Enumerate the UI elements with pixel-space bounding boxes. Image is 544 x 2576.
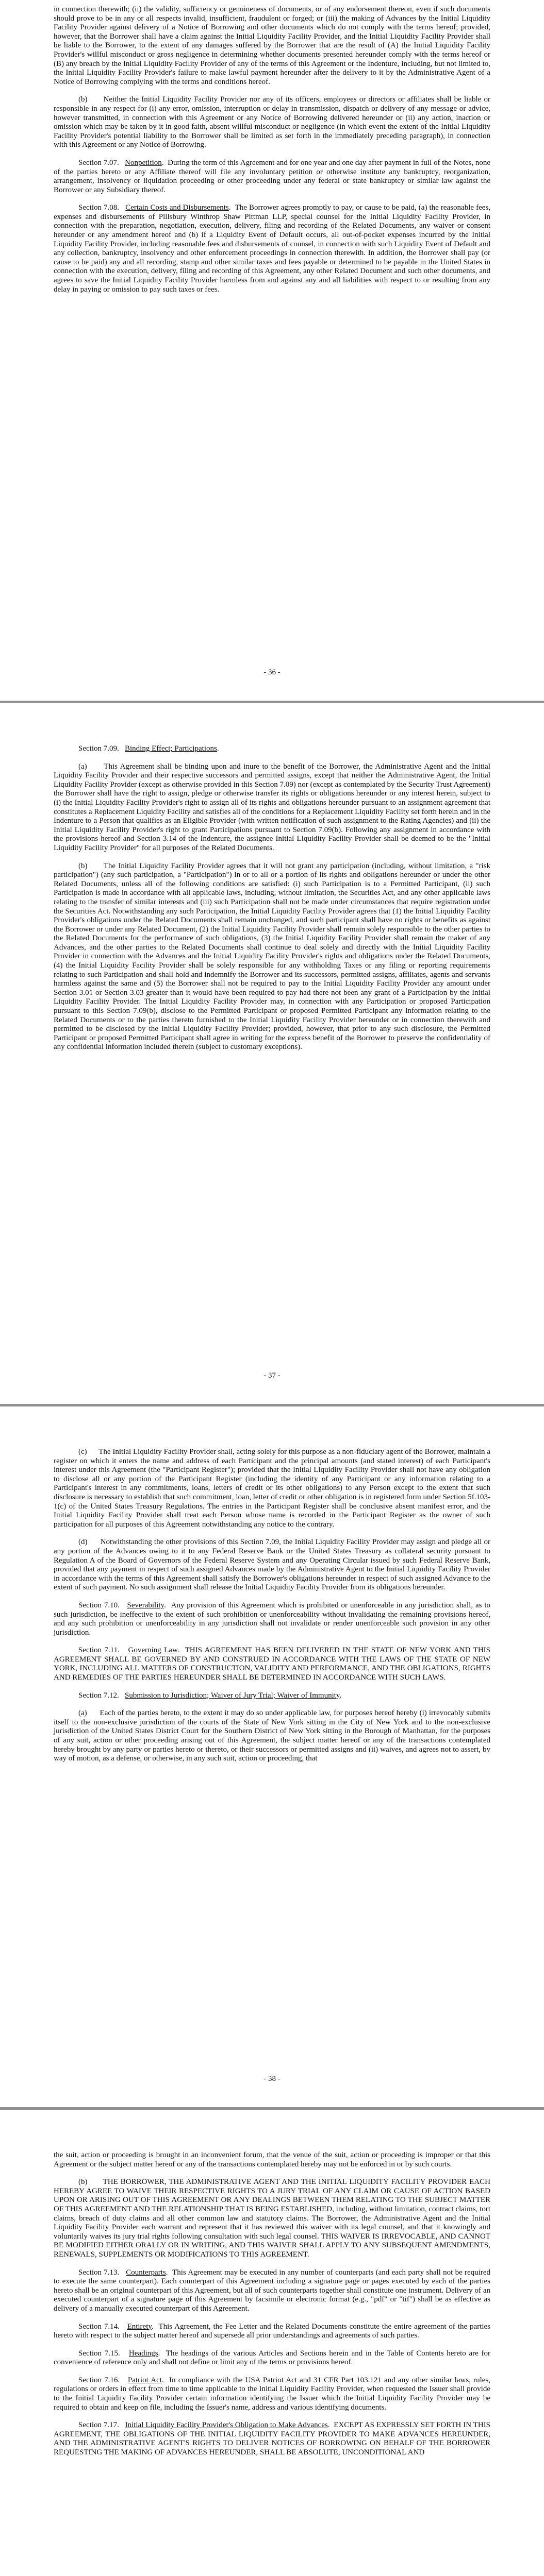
section-text: This Agreement, the Fee Letter and the Related Documents constitute the entire agreement of the parties hereto with respect to the subject matter hereof and supersede all prior understandings and agreements of such parties. bbox=[54, 2322, 490, 2340]
section-text: The Borrower agrees promptly to pay, or cause to be paid, (a) the reasonable fees, expenses and disbursements of Pillsbury Winthrop Shaw Pittman LLP, special counsel for the Initial Liquidity Facility Provider, in connection with the preparation, negotiation, execution, delivery, filing and recording of the Related Documents, any waiver or consent hereunder or any amendment hereof and (b) if a Liquidity Event of Default occurs, all out-of-pocket expenses incurred by the Initial Liquidity Facility Provider, including reasonable fees and disbursements of counsel, in connection with such Liquidity Event of Default and any collection, bankruptcy, insolvency and other enforcement proceedings in connection therewith. In addition, the Borrower shall pay (or cause to be paid) any and all recording, stamp and other similar taxes and fees payable or determined to be payable in the United States in connection with the execution, delivery, filing and recording of this Agreement, any other Related Document and such other documents, and agrees to save the Initial Liquidity Facility Provider harmless from and against any and all liabilities with respect to or resulting from any delay in paying or omission to pay such taxes or fees. bbox=[54, 204, 490, 294]
section-text: THIS AGREEMENT HAS BEEN DELIVERED IN THE STATE OF NEW YORK AND THIS AGREEMENT SHALL BE GOVERNED BY AND CONSTRUED IN ACCORDANCE WITH THE LAWS OF THE STATE OF NEW YORK, INCLUDING ALL MATTERS OF CONSTRUCTION, VALIDITY AND PERFORMANCE, AND THE OBLIGATIONS, RIGHTS AND REMEDIES OF THE PARTIES HEREUNDER SHALL BE DETERMINED IN ACCORDANCE WITH SUCH LAWS. bbox=[54, 1646, 491, 1682]
paragraph-lead: (b) bbox=[78, 2178, 88, 2187]
section-text: The headings of the various Articles and Sections herein and in the Table of Contents hereto are for convenience of reference only and shall not define or limit any of the terms or provisions hereof. bbox=[54, 2349, 491, 2367]
paragraph-text: This Agreement shall be binding upon and inure to the benefit of the Borrower, the Administrative Agent and the Initial Liquidity Facility Provider and their respective successors and permitted assigns, except that neither the Administrative Agent, the Initial Liquidity Facility Provider (except as otherwise provided in this Section 7.09) nor (except as contemplated by the Security Trust Agreement) the Borrower shall have the right to assign, pledge or otherwise transfer its rights or obligations hereunder or any interest herein, subject to (i) the Initial Liquidity Facility Provider's right to assign all of its rights and obligations hereunder pursuant to an assignment agreement that constitutes a Replacement Liquidity Facility and satisfies all of the conditions for a Replacement Liquidity Facility set forth herein and in the Indenture to a Person that qualifies as an Eligible Provider (with written notification of such assignment to the Rating Agencies) and (ii) the Initial Liquidity Facility Provider's right to grant Participations pursuant to Section 7.09(b). Following any assignment in accordance with the provisions hereof and Section 3.14 of the Indenture, the assignee Initial Liquidity Facility Provider shall be deemed to be the "Initial Liquidity Facility Provider" for all purposes of the Related Documents. bbox=[54, 762, 490, 852]
section-text: EXCEPT AS EXPRESSLY SET FORTH IN THIS AGREEMENT, THE OBLIGATIONS OF THE INITIAL LIQUIDITY FACILITY PROVIDER TO MAKE ADVANCES HEREUNDER, AND THE ADMINISTRATIVE AGENT'S RIGHTS TO DELIVER NOTICES OF BORROWING ON BEHALF OF THE BORROWER REQUESTING THE MAKING OF ADVANCES HEREUNDER, SHALL BE ABSOLUTE, UNCONDITIONAL AND bbox=[54, 2421, 491, 2457]
section-7-08: Section 7.08. Certain Costs and Disbursements. The Borrower agrees promptly to pay, or cause to be paid, (a) the reasonable fees, expenses and disbursements of Pillsbury Winthrop Shaw Pittman LLP, special counsel for the Initial Liquidity Facility Provider, in connection with the preparation, negotiation, execution, delivery, filing and recording of the Related Documents, any waiver or consent hereunder or any amendment hereof and (b) if a Liquidity Event of Default occurs, all out-of-pocket expenses incurred by the Initial Liquidity Facility Provider, including reasonable fees and disbursements of counsel, in connection with such Liquidity Event of Default and any collection, bankruptcy, insolvency and other enforcement proceedings in connection therewith. In addition, the Borrower shall pay (or cause to be paid) any and all recording, stamp and other similar taxes and fees payable or determined to be payable in the United States in connection with the execution, delivery, filing and recording of this Agreement, any other Related Document and such other documents, and agrees to save the Initial Liquidity Facility Provider harmless from and against any and all liabilities with respect to or resulting from any delay in paying or omission to pay such taxes or fees. bbox=[54, 204, 490, 294]
paragraph-c bbox=[54, 1448, 490, 1529]
section-7-14: Section 7.14. Entirety. This Agreement, the Fee Letter and the Related Documents constitute the entire agreement of the parties hereto with respect to the subject matter hereof and supersede all prior understandings and agreements of such parties. bbox=[54, 2322, 490, 2340]
page-number: - 37 - bbox=[263, 1371, 281, 1380]
section-heading: Initial Liquidity Facility Provider's Obligation to Make Advances bbox=[125, 2421, 328, 2430]
section-heading: Patriot Act bbox=[127, 2376, 162, 2384]
page-number: - 38 - bbox=[263, 2075, 281, 2083]
paragraph-lead: (a) bbox=[78, 1709, 87, 1718]
paragraph-text: The Initial Liquidity Facility Provider shall, acting solely for this purpose as a non-fiduciary agent of the Borrower, maintain a register on which it enters the name and address of each Participant and the principal amounts (and stated interest) of each Participant's interest under this Agreement (the "Participant Register"); provided that the Initial Liquidity Facility Provider shall not have any obligation to disclose all or any portion of the Participant Register (including the identity of any Participant or any information relating to a Participant's interest in any commitments, loans, letters of credit or its other obligations) to any Person except to the extent that such disclosure is necessary to establish that such commitment, loan, letter of credit or other obligation is in registered form under Section 5f.103-1(c) of the United States Treasury Regulations. The entries in the Participant Register shall be conclusive absent manifest error, and the Initial Liquidity Facility Provider shall treat each Person whose name is recorded in the Participant Register as the owner of such participation for all purposes of this Agreement notwithstanding any notice to the contrary. bbox=[54, 1448, 490, 1529]
paragraph-text: Neither the Initial Liquidity Facility Provider nor any of its officers, employees or directors or affiliates shall be liable or responsible in any respect for (i) any error, omission, interruption or delay in transmission, dispatch or delivery of any message or advice, however transmitted, in connection with this Agreement or any Notice of Borrowing delivered hereunder or (ii) any action, inaction or omission which may be taken by it in good faith, absent willful misconduct or negligence (in which event the extent of the Initial Liquidity Facility Provider's potential liability to the Borrower shall be limited as set forth in the immediately preceding paragraph), in connection with this Agreement or any Notice of Borrowing. bbox=[54, 95, 490, 149]
section-number: Section 7.08. bbox=[78, 204, 120, 212]
document-page-38 bbox=[0, 1406, 544, 2107]
section-7-09: Section 7.09. Binding Effect; Participations. bbox=[78, 744, 219, 753]
section-heading: Headings bbox=[128, 2349, 158, 2358]
section-7-13: Section 7.13. Counterparts. This Agreement may be executed in any number of counterparts (and each party shall not be required to execute the same counterpart). Each counterpart of this Agreement including a signature page or pages executed by each of the parties hereto shall be an original counterpart of this Agreement, but all of such counterparts together shall constitute one instrument. Delivery of an executed counterpart of a signature page of this Agreement by facsimile or electronic format (e.g., "pdf" or "tif") shall be as effective as delivery of a manually executed counterpart of this Agreement. bbox=[54, 2268, 491, 2313]
section-7-12: Section 7.12. Submission to Jurisdiction; Waiver of Jury Trial; Waiver of Immunity. bbox=[78, 1691, 342, 1700]
section-number: Section 7.10. bbox=[78, 1601, 120, 1609]
section-heading: Certain Costs and Disbursements bbox=[125, 204, 229, 212]
section-number: Section 7.15. bbox=[78, 2349, 120, 2358]
section-7-17: Section 7.17. Initial Liquidity Facility Provider's Obligation to Make Advances. EXCEPT AS EXPRESSLY SET FORTH IN THIS AGREEMENT, THE OBLIGATIONS OF THE INITIAL LIQUIDITY FACILITY PROVIDER TO MAKE ADVANCES HEREUNDER, AND THE ADMINISTRATIVE AGENT'S RIGHTS TO DELIVER NOTICES OF BORROWING ON BEHALF OF THE BORROWER REQUESTING THE MAKING OF ADVANCES HEREUNDER, SHALL BE ABSOLUTE, UNCONDITIONAL AND bbox=[54, 2421, 491, 2457]
paragraph-lead: (d) bbox=[78, 1538, 88, 1547]
section-heading: Counterparts bbox=[126, 2268, 166, 2277]
document-page-36 bbox=[0, 0, 544, 701]
paragraph-b bbox=[54, 862, 490, 1052]
paragraph-text: THE BORROWER, THE ADMINISTRATIVE AGENT AND THE INITIAL LIQUIDITY FACILITY PROVIDER EACH HEREBY AGREE TO WAIVE THEIR RESPECTIVE RIGHTS TO A JURY TRIAL OF ANY CLAIM OR CAUSE OF ACTION BASED UPON OR ARISING OUT OF THIS AGREEMENT OR ANY DEALINGS BETWEEN THEM RELATING TO THE SUBJECT MATTER OF THIS AGREEMENT AND THE RELATIONSHIP THAT IS BEING ESTABLISHED, including, without limitation, contract claims, tort claims, breach of duty claims and all other common law and statutory claims. The Borrower, the Administrative Agent and the Initial Liquidity Facility Provider each warrant and represent that it has reviewed this waiver with its legal counsel, and that it knowingly and voluntarily waives its jury trial rights following consultation with such legal counsel. THIS WAIVER IS IRREVOCABLE, AND CANNOT BE MODIFIED EITHER ORALLY OR IN WRITING, AND THIS WAIVER SHALL APPLY TO ANY SUBSEQUENT AMENDMENTS, RENEWALS, SUPPLEMENTS OR MODIFICATIONS TO THIS AGREEMENT. bbox=[54, 2178, 490, 2259]
section-7-07: Section 7.07. Nonpetition. During the term of this Agreement and for one year and one day after payment in full of the Notes, none of the parties hereto or any Affiliate thereof will file any involuntary petition or otherwise institute any bankruptcy, reorganization, arrangement, insolvency or liquidation proceeding or other proceeding under any federal or state bankruptcy or similar law against the Borrower or any Subsidiary thereof. bbox=[54, 158, 491, 194]
page-number: - 36 - bbox=[263, 668, 281, 676]
paragraph-lead: (b) bbox=[78, 95, 88, 104]
paragraph-text: Notwithstanding the other provisions of this Section 7.09, the Initial Liquidity Facility Provider may assign and pledge all or any portion of the Advances owing to it to any Federal Reserve Bank or the United States Treasury as collateral security pursuant to Regulation A of the Board of Governors of the Federal Reserve System and any Operating Circular issued by such Federal Reserve Bank, provided that any payment in respect of such assigned Advances made by the Administrative Agent to the Initial Liquidity Facility Provider in accordance with the terms of this Agreement shall satisfy the Borrower's obligations hereunder in respect of such assigned Advance to the extent of such payment. No such assignment shall release the Initial Liquidity Facility Provider from its obligations hereunder. bbox=[54, 1538, 491, 1592]
section-text: Any provision of this Agreement which is prohibited or unenforceable in any jurisdiction shall, as to such jurisdiction, be ineffective to the extent of such prohibition or unenforceability without invalidating the remaining provisions hereof, and any such prohibition or unenforceability in any jurisdiction shall not invalidate or render unenforceable such provision in any other jurisdiction. bbox=[54, 1601, 491, 1637]
section-number: Section 7.07. bbox=[78, 158, 119, 167]
section-7-10: Section 7.10. Severability. Any provision of this Agreement which is prohibited or unenforceable in any jurisdiction shall, as to such jurisdiction, be ineffective to the extent of such prohibition or unenforceability without invalidating the remaining provisions hereof, and any such prohibition or unenforceability in any jurisdiction shall not invalidate or render unenforceable such provision in any other jurisdiction. bbox=[54, 1601, 491, 1637]
paragraph-b bbox=[54, 2178, 490, 2259]
section-number: Section 7.16. bbox=[78, 2376, 120, 2384]
section-7-16: Section 7.16. Patriot Act. In compliance with the USA Patriot Act and 31 CFR Part 103.121 and any other similar laws, rules, regulations or orders in effect from time to time applicable to the Initial Liquidity Facility Provider, when requested the Issuer shall provide to the Initial Liquidity Facility Provider certain information identifying the Issuer which the Initial Liquidity Facility Provider may be required to obtain and keep on file, including the Issuer's name, address and various identifying documents. bbox=[54, 2376, 491, 2412]
paragraph-a bbox=[54, 762, 490, 853]
section-heading: Entirety bbox=[127, 2322, 152, 2331]
section-number: Section 7.12. bbox=[78, 1691, 119, 1700]
section-number: Section 7.11. bbox=[78, 1646, 120, 1655]
section-text: During the term of this Agreement and for one year and one day after payment in full of the Notes, none of the parties hereto or any Affiliate thereof will file any involuntary petition or otherwise institute any bankruptcy, reorganization, arrangement, insolvency or liquidation proceeding or other proceeding under any federal or state bankruptcy or similar law against the Borrower or any Subsidiary thereof. bbox=[54, 158, 491, 194]
section-heading: Nonpetition bbox=[125, 158, 162, 167]
paragraph-continuation: in connection therewith; (ii) the validity, sufficiency or genuineness of documents, or of any endorsement thereon, even if such documents should prove to be in any or all respects invalid, insufficient, fraudulent or forged; or (iii) the making of Advances by the Initial Liquidity Facility Provider against delivery of a Notice of Borrowing and other documents which do not comply with the terms hereof; provided, however, that the Borrower shall have a claim against the Initial Liquidity Facility Provider, and the Initial Liquidity Facility Provider shall be liable to the Borrower, to the extent of any damages suffered by the Borrower that are the result of (A) the Initial Liquidity Facility Provider's willful misconduct or gross negligence in determining whether documents presented hereunder comply with the terms hereof or (B) any breach by the Initial Liquidity Facility Provider of any of the terms of this Agreement or the Indenture, including, but not limited to, the Initial Liquidity Facility Provider's failure to make lawful payment hereunder after the delivery to it by the Administrative Agent of a Notice of Borrowing complying with the terms and conditions hereof. bbox=[54, 5, 490, 86]
section-number: Section 7.09. bbox=[78, 744, 119, 753]
section-number: Section 7.17. bbox=[78, 2421, 119, 2430]
document-page-37 bbox=[0, 703, 544, 1404]
section-heading: Binding Effect; Participations bbox=[125, 744, 217, 753]
paragraph-b bbox=[54, 95, 490, 150]
section-7-11: Section 7.11. Governing Law. THIS AGREEMENT HAS BEEN DELIVERED IN THE STATE OF NEW YORK AND THIS AGREEMENT SHALL BE GOVERNED BY AND CONSTRUED IN ACCORDANCE WITH THE LAWS OF THE STATE OF NEW YORK, INCLUDING ALL MATTERS OF CONSTRUCTION, VALIDITY AND PERFORMANCE, AND THE OBLIGATIONS, RIGHTS AND REMEDIES OF THE PARTIES HEREUNDER SHALL BE DETERMINED IN ACCORDANCE WITH SUCH LAWS. bbox=[54, 1646, 491, 1682]
section-7-15: Section 7.15. Headings. The headings of the various Articles and Sections herein and in the Table of Contents hereto are for convenience of reference only and shall not define or limit any of the terms or provisions hereof. bbox=[54, 2349, 491, 2367]
section-heading: Severability bbox=[127, 1601, 164, 1609]
paragraph-a bbox=[54, 1709, 490, 1764]
paragraph-d bbox=[54, 1538, 490, 1592]
section-number: Section 7.13. bbox=[78, 2268, 120, 2277]
paragraph-lead: (c) bbox=[78, 1448, 87, 1456]
section-text: In compliance with the USA Patriot Act and 31 CFR Part 103.121 and any other similar laws, rules, regulations or orders in effect from time to time applicable to the Initial Liquidity Facility Provider, when requested the Issuer shall provide to the Initial Liquidity Facility Provider certain information identifying the Issuer which the Initial Liquidity Facility Provider may be required to obtain and keep on file, including the Issuer's name, address and various identifying documents. bbox=[54, 2376, 491, 2412]
section-number: Section 7.14. bbox=[78, 2322, 120, 2331]
paragraph-text: Each of the parties hereto, to the extent it may do so under applicable law, for purposes hereof hereby (i) irrevocably submits itself to the non-exclusive jurisdiction of the courts of the State of New York sitting in the City of New York and to the non-exclusive jurisdiction of the United States District Court for the Southern District of New York sitting in the Borough of Manhattan, for the purposes of any suit, action or other proceeding arising out of this Agreement, the subject matter hereof or any of the transactions contemplated hereby brought by any party or parties hereto or thereto, or their successors or permitted assigns and (ii) waives, and agrees not to assert, by way of motion, as a defense, or otherwise, in any such suit, action or proceeding, that bbox=[54, 1709, 491, 1763]
section-heading: Submission to Jurisdiction; Waiver of Jury Trial; Waiver of Immunity bbox=[125, 1691, 340, 1700]
section-text: This Agreement may be executed in any number of counterparts (and each party shall not be required to execute the same counterpart). Each counterpart of this Agreement including a signature page or pages executed by each of the parties hereto shall be an original counterpart of this Agreement, but all of such counterparts together shall constitute one instrument. Delivery of an executed counterpart of a signature page of this Agreement by facsimile or electronic format (e.g., "pdf" or "tif") shall be as effective as delivery of a manually executed counterpart of this Agreement. bbox=[54, 2268, 491, 2313]
paragraph-lead: (a) bbox=[78, 762, 87, 771]
section-heading: Governing Law bbox=[128, 1646, 177, 1655]
document-page-39 bbox=[0, 2110, 544, 2576]
paragraph-continuation: the suit, action or proceeding is brought in an inconvenient forum, that the venue of the suit, action or proceeding is improper or that this Agreement or the subject matter hereof or any of the transactions contemplated hereby may not be enforced in or by such courts. bbox=[54, 2151, 490, 2168]
paragraph-lead: (b) bbox=[78, 861, 88, 870]
paragraph-text: The Initial Liquidity Facility Provider agrees that it will not grant any participation (including, without limitation, a "risk participation") (any such participation, a "Participation") in or to all or a portion of its rights and obligations hereunder or under the other Related Documents, unless all of the following conditions are satisfied: (i) such Participation is to a Permitted Participant, (ii) such Participation is made in accordance with all applicable laws, including, without limitation, the Securities Act, and any other applicable laws relating to the transfer of similar interests and (iii) such Participation shall not be made under circumstances that require registration under the Securities Act. Notwithstanding any such Participation, the Initial Liquidity Facility Provider agrees that (1) the Initial Liquidity Facility Provider's obligations under the Related Documents shall remain unchanged, and such participant shall have no rights or benefits as against the Borrower or under any Related Document, (2) the Initial Liquidity Facility Provider shall remain solely responsible to the other parties to the Related Documents for the performance of such obligations, (3) the Initial Liquidity Facility Provider shall remain the maker of any Advances, and the other parties to the Related Documents shall continue to deal solely and directly with the Initial Liquidity Facility Provider in connection with the Advances and the Initial Liquidity Facility Provider's rights and obligations under the Related Documents, (4) the Initial Liquidity Facility Provider shall be solely responsible for any withholding Taxes or any filing or reporting requirements relating to such Participation and shall hold and indemnify the Borrower and its successors, permitted assigns, affiliates, agents and servants harmless against the same and (5) the Borrower shall not be required to pay to the Initial Liquidity Facility Provider any amount under Section 3.01 or Section 3.03 greater than it would have been required to pay had there not been any grant of a Participation by the Initial Liquidity Facility Provider. The Initial Liquidity Facility Provider may, in connection with any Participation or proposed Participation pursuant to this Section 7.09(b), disclose to the Permitted Participant or proposed Permitted Participant any information relating to the Related Documents or to the parties thereto furnished to the Initial Liquidity Facility Provider hereunder or in connection therewith and permitted to be disclosed by the Initial Liquidity Facility Provider; provided, however, that prior to any such disclosure, the Permitted Participant or proposed Permitted Participant shall agree in writing for the express benefit of the Borrower to preserve the confidentiality of any confidential information included therein (subject to customary exceptions). bbox=[54, 861, 491, 1052]
